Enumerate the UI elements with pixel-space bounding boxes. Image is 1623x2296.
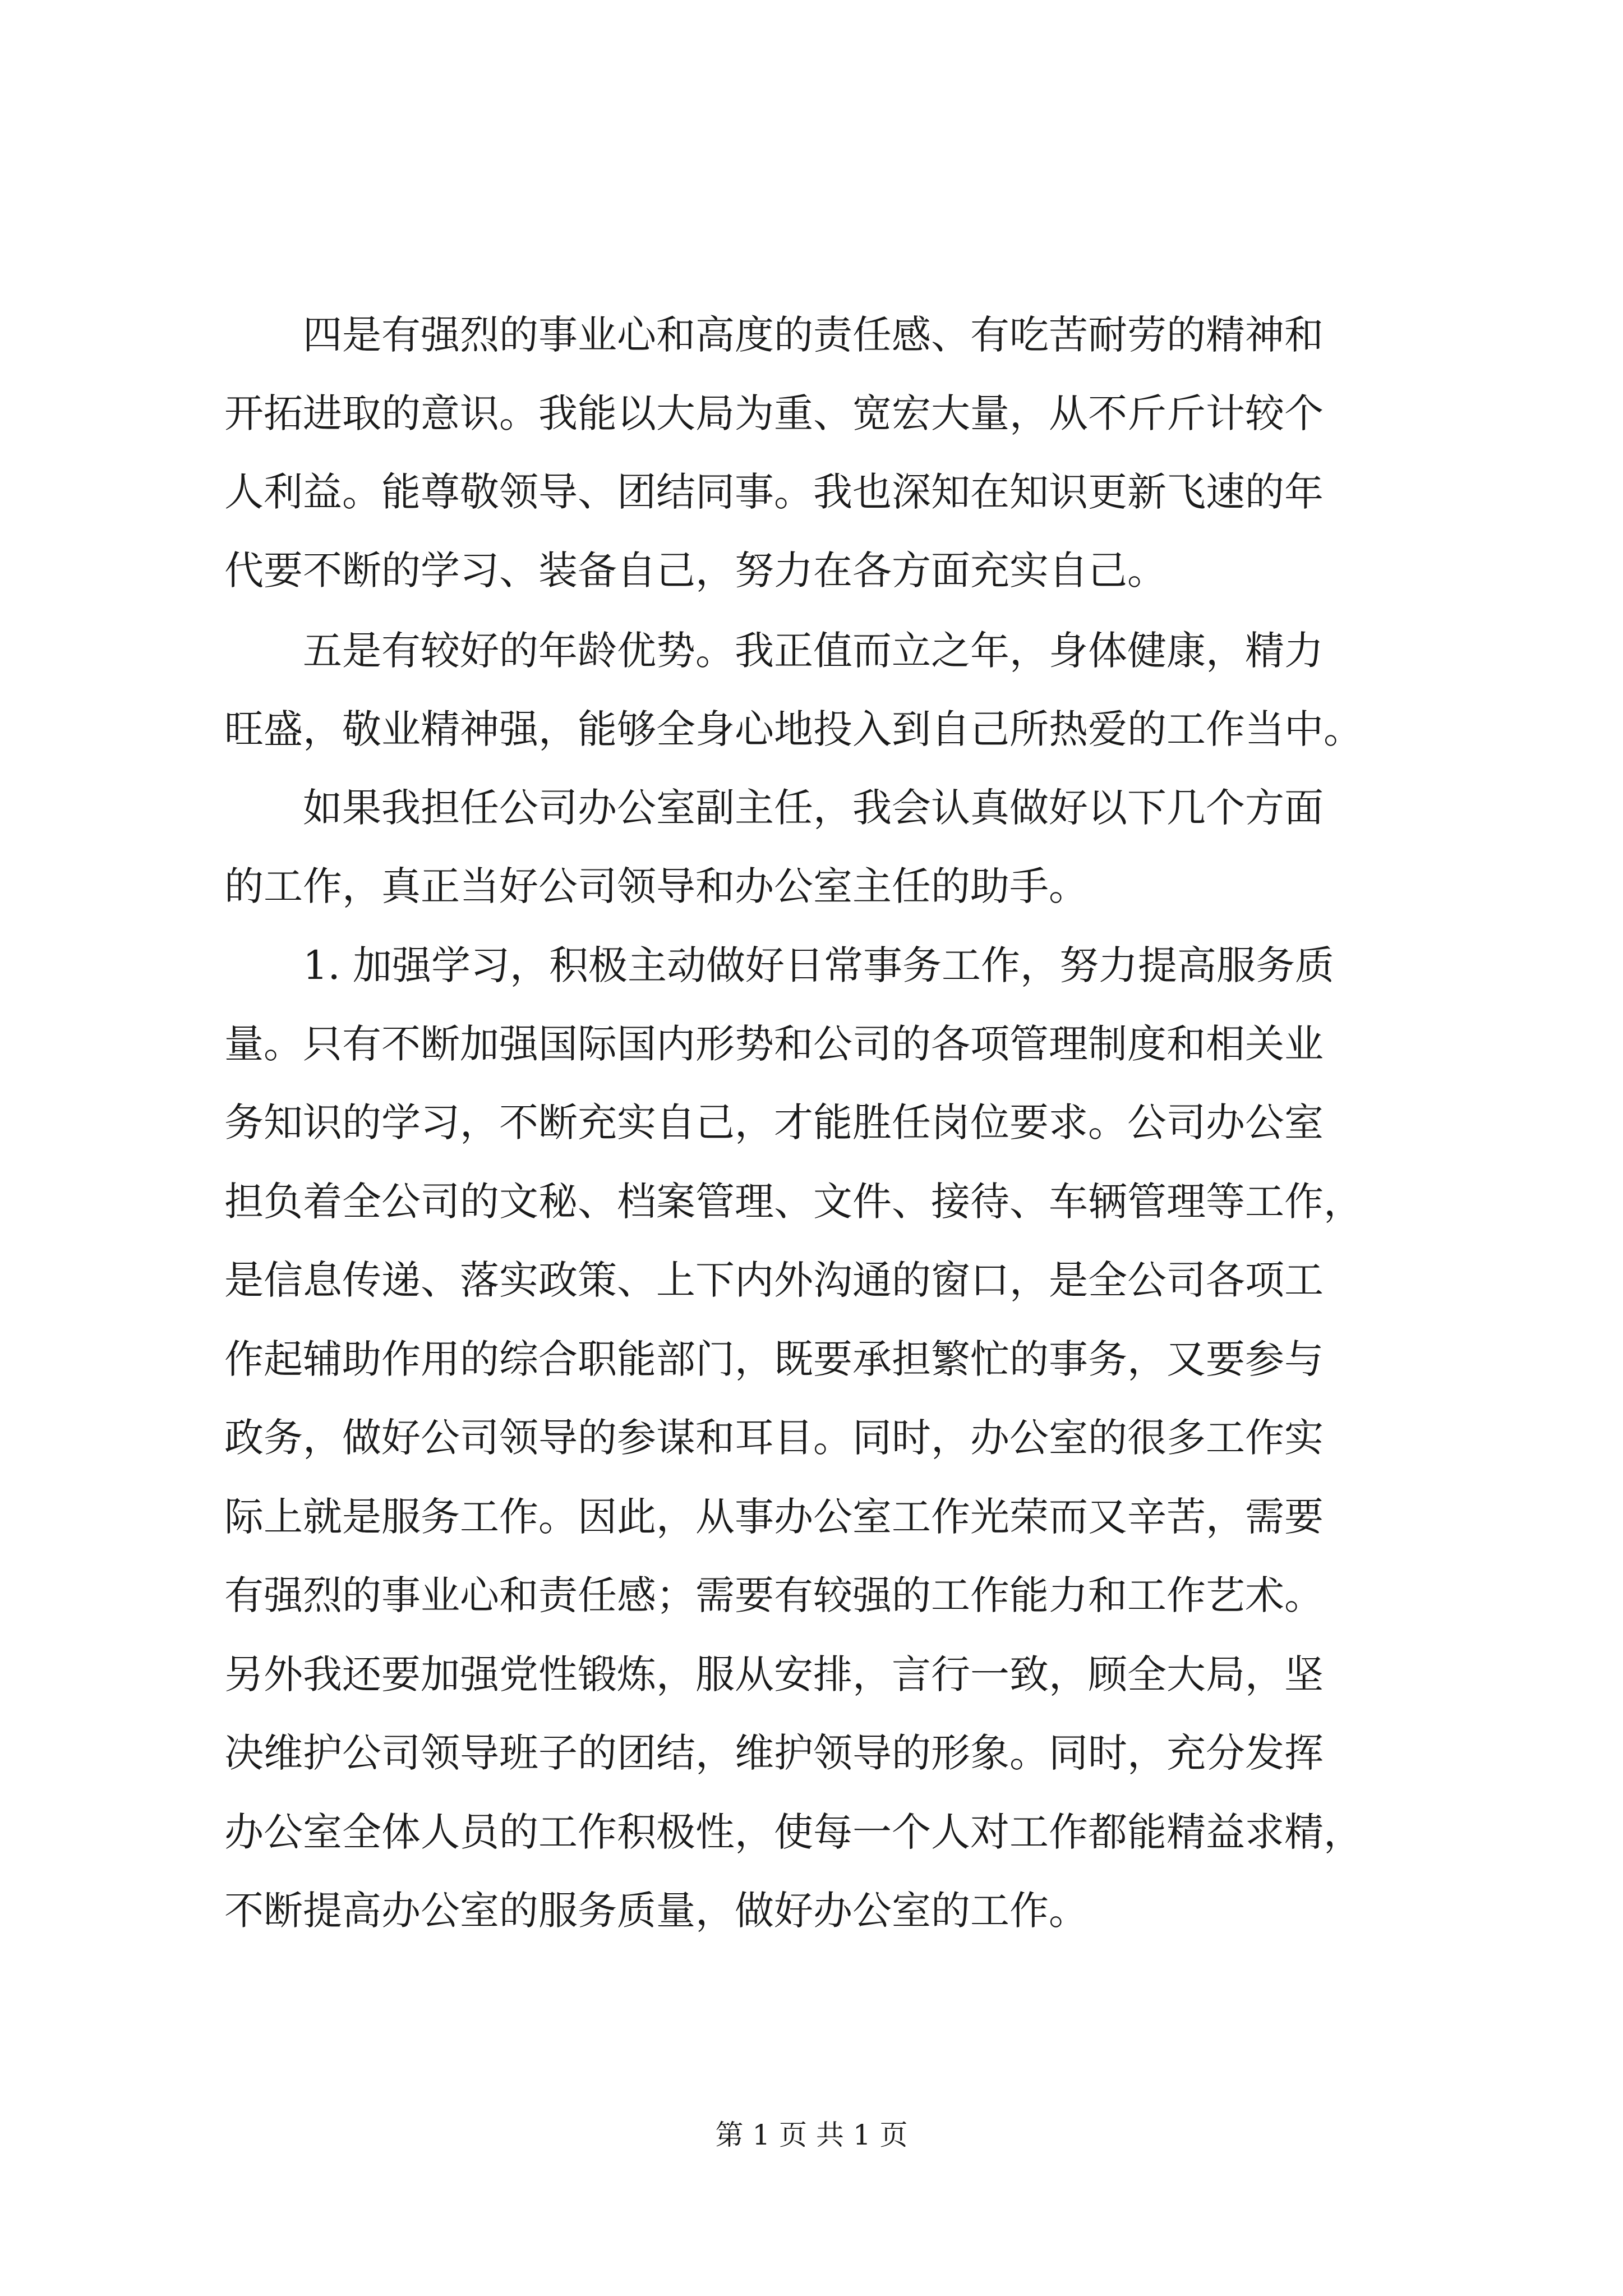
paragraph-line: 旺盛，敬业精神强，能够全身心地投入到自己所热爱的工作当中。	[224, 706, 1363, 752]
paragraph-line: 量。只有不断加强国际国内形势和公司的各项管理制度和相关业	[224, 1021, 1324, 1067]
paragraph-line: 人利益。能尊敬领导、团结同事。我也深知在知识更新飞速的年	[224, 469, 1324, 515]
paragraph-line: 是信息传递、落实政策、上下内外沟通的窗口，是全公司各项工	[224, 1257, 1324, 1303]
paragraph-line: 另外我还要加强党性锻炼，服从安排，言行一致，顾全大局，坚	[224, 1651, 1324, 1697]
paragraph-line: 务知识的学习，不断充实自己，才能胜任岗位要求。公司办公室	[224, 1099, 1324, 1145]
paragraph-line: 如果我担任公司办公室副主任，我会认真做好以下几个方面	[303, 785, 1324, 831]
paragraph-line: 的工作，真正当好公司领导和办公室主任的助手。	[224, 863, 1088, 909]
paragraph-line: 担负着全公司的文秘、档案管理、文件、接待、车辆管理等工作，	[224, 1179, 1363, 1225]
paragraph-line: 办公室全体人员的工作积极性，使每一个人对工作都能精益求精，	[224, 1809, 1363, 1855]
paragraph-line: 际上就是服务工作。因此，从事办公室工作光荣而又辛苦，需要	[224, 1494, 1324, 1540]
paragraph-line: 有强烈的事业心和责任感；需要有较强的工作能力和工作艺术。	[224, 1572, 1324, 1618]
paragraph-line: 作起辅助作用的综合职能部门，既要承担繁忙的事务，又要参与	[224, 1336, 1324, 1382]
paragraph-line: 开拓进取的意识。我能以大局为重、宽宏大量，从不斤斤计较个	[224, 390, 1324, 436]
page-footer: 第 1 页 共 1 页	[715, 2119, 908, 2151]
paragraph-line: 政务，做好公司领导的参谋和耳目。同时，办公室的很多工作实	[224, 1415, 1324, 1461]
paragraph-line: 决维护公司领导班子的团结，维护领导的形象。同时，充分发挥	[224, 1730, 1324, 1776]
paragraph-line: 代要不断的学习、装备自己，努力在各方面充实自己。	[224, 547, 1166, 593]
paragraph-line: 1. 加强学习，积极主动做好日常事务工作，努力提高服务质	[303, 942, 1335, 988]
paragraph-line: 五是有较好的年龄优势。我正值而立之年，身体健康，精力	[303, 628, 1324, 674]
paragraph-line: 不断提高办公室的服务质量，做好办公室的工作。	[224, 1888, 1088, 1934]
paragraph-line: 四是有强烈的事业心和高度的责任感、有吃苦耐劳的精神和	[303, 312, 1324, 358]
